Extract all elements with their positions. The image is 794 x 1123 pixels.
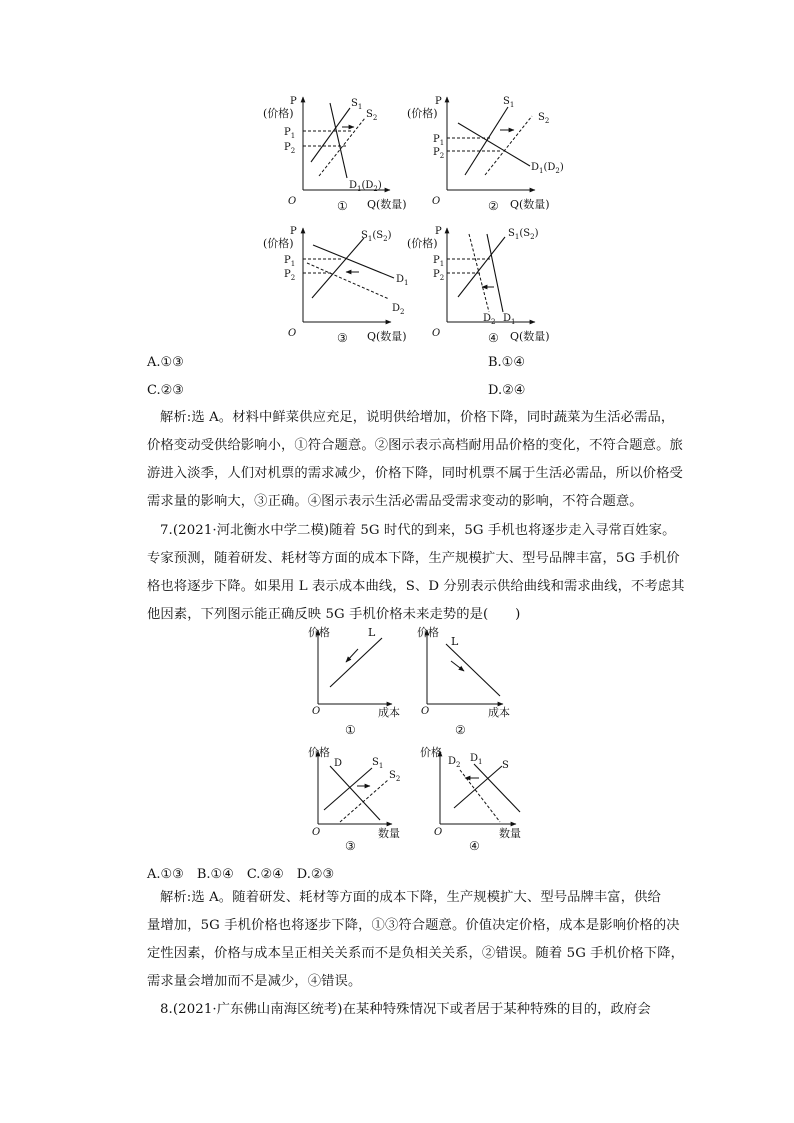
cost-curve-l bbox=[330, 638, 382, 687]
p2-label: $P_2$ bbox=[433, 147, 445, 160]
p-axis-label: P bbox=[435, 226, 442, 237]
figure-set-2 bbox=[0, 615, 794, 860]
d1-label: $D_1$ bbox=[396, 274, 409, 287]
cost-axis-label: 成本 bbox=[378, 706, 400, 719]
price-axis-label: 价格 bbox=[417, 626, 439, 639]
origin-label: O bbox=[312, 706, 321, 717]
q6-option-d: D.②④ bbox=[488, 383, 526, 398]
trend-arrow bbox=[451, 661, 464, 671]
s-label: $S_1(S_2)$ bbox=[361, 230, 392, 243]
s1-label: $S_1$ bbox=[372, 757, 384, 770]
p-axis-unit: (价格) bbox=[263, 237, 294, 250]
s-label: S bbox=[502, 760, 509, 771]
p1-label: $P_1$ bbox=[433, 255, 445, 268]
cost-axis-label: 成本 bbox=[488, 706, 510, 719]
origin-label: O bbox=[421, 706, 430, 717]
demand-curve-d2 bbox=[307, 263, 389, 299]
s-label: $S_1(S_2)$ bbox=[508, 228, 539, 241]
p2-label: $P_2$ bbox=[284, 269, 296, 282]
s1-label: $S_1$ bbox=[351, 98, 363, 111]
demand-curve-d1 bbox=[330, 103, 347, 178]
demand-curve-d bbox=[330, 766, 380, 820]
p-axis-label: P bbox=[290, 226, 297, 237]
q6-analysis-line-3: 游进入淡季，人们对机票的需求减少，价格下降，同时机票不属于生活必需品，所以价格受 bbox=[147, 466, 683, 481]
d2-label: $D_2$ bbox=[483, 313, 496, 326]
q7-analysis-line-1: 解析:选 A。随着研发、耗材等方面的成本下降，生产规模扩大、型号品牌丰富，供给 bbox=[160, 890, 661, 905]
p1-label: $P_1$ bbox=[284, 255, 296, 268]
q7-stem-line-2: 专家预测，随着研发、耗材等方面的成本下降，生产规模扩大、型号品牌丰富，5G 手机价 bbox=[147, 551, 680, 566]
p-axis-unit: (价格) bbox=[407, 107, 438, 120]
q6-analysis-line-2: 价格变动受供给影响小，①符合题意。②图示表示高档耐用品价格的变化，不符合题意。旅 bbox=[147, 438, 683, 453]
q6-option-b: B.①④ bbox=[488, 355, 525, 370]
s2-label: $S_2$ bbox=[538, 112, 550, 125]
supply-curve-s1 bbox=[311, 108, 350, 162]
quantity-axis-label: 数量 bbox=[499, 827, 521, 840]
supply-curve-s2 bbox=[485, 116, 532, 175]
demand-curve-d1 bbox=[474, 764, 520, 812]
d-label: D bbox=[334, 758, 343, 769]
origin-label: O bbox=[432, 196, 441, 207]
p-axis-unit: (价格) bbox=[263, 107, 294, 120]
price-axis-label: 价格 bbox=[308, 626, 330, 639]
graph-number: ④ bbox=[488, 331, 499, 345]
d2-label: $D_2$ bbox=[392, 303, 405, 316]
p-axis-label: P bbox=[435, 96, 442, 107]
graph-2 bbox=[407, 96, 564, 213]
l-label: L bbox=[368, 626, 376, 639]
q-axis-label: Q(数量) bbox=[367, 198, 407, 211]
graph-cost-1 bbox=[308, 625, 400, 737]
q-axis-label: Q(数量) bbox=[510, 330, 550, 343]
d1-label: $D_1$ bbox=[503, 313, 516, 326]
graph-supply-4 bbox=[420, 745, 521, 853]
cost-curve-l bbox=[446, 644, 500, 696]
p-axis-unit: (价格) bbox=[407, 237, 438, 250]
p-axis-label: P bbox=[290, 96, 297, 107]
graph-number: ③ bbox=[345, 839, 356, 853]
d-label: $D_1(D_2)$ bbox=[349, 180, 382, 193]
origin-label: O bbox=[432, 328, 441, 339]
figure-set-1 bbox=[0, 0, 794, 360]
price-axis-label: 价格 bbox=[308, 746, 330, 759]
graph-4 bbox=[407, 226, 550, 345]
graph-1 bbox=[263, 96, 407, 213]
origin-label: O bbox=[288, 196, 297, 207]
origin-label: O bbox=[434, 827, 443, 838]
d-label: $D_1(D_2)$ bbox=[531, 162, 564, 175]
trend-arrow bbox=[346, 649, 358, 662]
l-label: L bbox=[451, 635, 459, 648]
quantity-axis-label: 数量 bbox=[378, 827, 400, 840]
p2-label: $P_2$ bbox=[284, 142, 296, 155]
q7-stem-line-3: 格也将逐步下降。如果用 L 表示成本曲线，S、D 分别表示供给曲线和需求曲线，不考虑其 bbox=[147, 579, 685, 594]
graph-number: ④ bbox=[469, 839, 480, 853]
d1-label: $D_1$ bbox=[470, 753, 483, 766]
q6-option-c: C.②③ bbox=[147, 383, 184, 398]
origin-label: O bbox=[288, 328, 297, 339]
supply-curve-s1 bbox=[465, 107, 508, 175]
s1-label: $S_1$ bbox=[503, 96, 515, 109]
q6-analysis-line-1: 解析:选 A。材料中鲜菜供应充足，说明供给增加，价格下降，同时蔬菜为生活必需品， bbox=[160, 410, 675, 425]
p1-label: $P_1$ bbox=[284, 127, 296, 140]
demand-curve-d1 bbox=[487, 234, 503, 312]
q6-analysis-line-4: 需求量的影响大，③正确。④图示表示生活必需品受需求变动的影响，不符合题意。 bbox=[147, 494, 643, 509]
q7-stem-line-4: 他因素，下列图示能正确反映 5G 手机价格未来走势的是( ) bbox=[147, 607, 521, 622]
q7-stem-line-1: 7.(2021·河北衡水中学二模)随着 5G 时代的到来，5G 手机也将逐步走入寻常百姓家。 bbox=[160, 523, 676, 538]
q6-option-a: A.①③ bbox=[147, 355, 184, 370]
origin-label: O bbox=[312, 827, 321, 838]
q-axis-label: Q(数量) bbox=[510, 198, 550, 211]
graph-number: ② bbox=[488, 199, 499, 213]
graph-supply-3 bbox=[308, 745, 400, 853]
graph-3 bbox=[263, 226, 409, 345]
s2-label: $S_2$ bbox=[366, 109, 378, 122]
graph-number: ③ bbox=[337, 331, 348, 345]
supply-curve-s bbox=[312, 238, 364, 298]
q7-analysis-line-4: 需求量会增加而不是减少，④错误。 bbox=[147, 974, 362, 989]
graph-number: ① bbox=[337, 199, 348, 213]
graph-number: ① bbox=[345, 723, 356, 737]
q7-options: A.①③ B.①④ C.②④ D.②③ bbox=[147, 867, 335, 882]
p1-label: $P_1$ bbox=[433, 134, 445, 147]
d2-label: $D_2$ bbox=[448, 756, 461, 769]
q8-stem: 8.(2021·广东佛山南海区统考)在某种特殊情况下或者居于某种特殊的目的，政府会 bbox=[160, 1002, 651, 1017]
q-axis-label: Q(数量) bbox=[367, 330, 407, 343]
s2-label: $S_2$ bbox=[389, 770, 401, 783]
graph-number: ② bbox=[455, 723, 466, 737]
graph-cost-2 bbox=[417, 625, 510, 737]
price-axis-label: 价格 bbox=[420, 746, 442, 759]
q7-analysis-line-2: 量增加，5G 手机价格也将逐步下降，①③符合题意。价值决定价格，成本是影响价格的决 bbox=[147, 918, 680, 933]
q7-analysis-line-3: 定性因素，价格与成本呈正相关关系而不是负相关关系，②错误。随着 5G 手机价格下降， bbox=[147, 946, 685, 961]
p2-label: $P_2$ bbox=[433, 269, 445, 282]
